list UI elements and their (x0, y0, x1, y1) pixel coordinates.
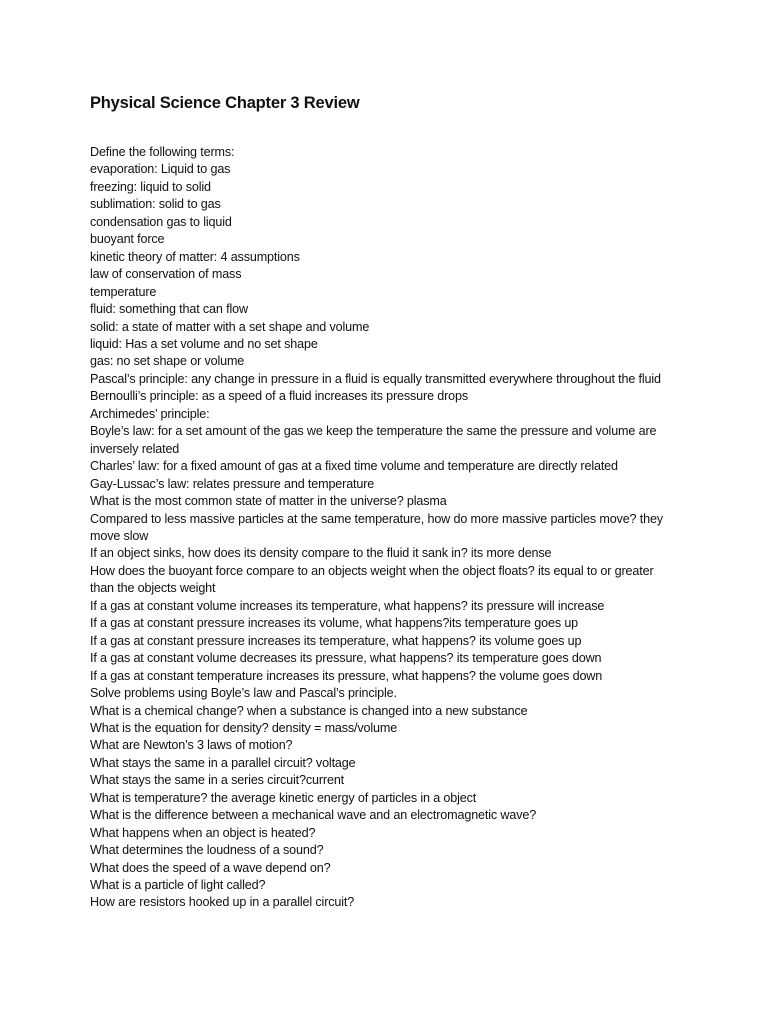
review-line: Charles’ law: for a fixed amount of gas at a fixed time volume and temperature are directly related (90, 459, 618, 474)
review-line: condensation gas to liquid (90, 214, 232, 229)
review-line: How are resistors hooked up in a parallel circuit? (90, 895, 355, 910)
review-line: What is a particle of light called? (90, 878, 266, 893)
review-line: sublimation: solid to gas (90, 197, 221, 212)
review-line: What determines the loudness of a sound? (90, 843, 324, 858)
review-line: liquid: Has a set volume and no set shape (90, 336, 318, 351)
review-line: If a gas at constant pressure increases its volume, what happens?its temperature goes up (90, 616, 579, 631)
review-line: If a gas at constant temperature increases its pressure, what happens? the volume goes down (90, 668, 603, 683)
review-line: How does the buoyant force compare to an objects weight when the object floats? its equal to or greater than the objects weight (90, 563, 654, 596)
review-line: gas: no set shape or volume (90, 354, 245, 369)
review-line: What happens when an object is heated? (90, 825, 316, 840)
review-lines (90, 144, 680, 912)
review-line: Pascal’s principle: any change in pressure in a fluid is equally transmitted everywhere throughout the fluid (90, 371, 661, 386)
review-line: What stays the same in a series circuit?current (90, 773, 345, 788)
review-line: Bernoulli’s principle: as a speed of a fluid increases its pressure drops (90, 389, 469, 404)
review-line: What stays the same in a parallel circuit? voltage (90, 755, 356, 770)
review-line: Archimedes’ principle: (90, 406, 210, 421)
review-line: Gay-Lussac’s law: relates pressure and temperature (90, 476, 375, 491)
review-line: evaporation: Liquid to gas (90, 162, 231, 177)
review-line: If an object sinks, how does its density compare to the fluid it sank in? its more dense (90, 546, 552, 561)
review-line: Define the following terms: (90, 145, 235, 159)
review-line: Compared to less massive particles at the same temperature, how do more massive particles move? they move slow (90, 511, 663, 543)
review-line: If a gas at constant volume increases its temperature, what happens? its pressure will increase (90, 598, 605, 613)
review-line: solid: a state of matter with a set shape and volume (90, 319, 370, 334)
review-line: law of conservation of mass (90, 267, 242, 282)
review-line: Boyle’s law: for a set amount of the gas we keep the temperature the same the pressure and volume are inversely related (90, 424, 657, 456)
review-line: fluid: something that can flow (90, 302, 248, 317)
review-line: If a gas at constant pressure increases its temperature, what happens? its volume goes up (90, 633, 582, 648)
review-line: What does the speed of a wave depend on? (90, 860, 331, 875)
review-line: temperature (90, 284, 157, 299)
document-title: Physical Science Chapter 3 Review (90, 94, 360, 112)
review-line: What is the most common state of matter in the universe? plasma (90, 494, 447, 509)
review-line: What are Newton’s 3 laws of motion? (90, 738, 293, 753)
review-line: Solve problems using Boyle’s law and Pascal’s principle. (90, 686, 397, 701)
review-line: What is temperature? the average kinetic energy of particles in a object (90, 790, 477, 805)
review-line: freezing: liquid to solid (90, 179, 211, 194)
review-line: If a gas at constant volume decreases its pressure, what happens? its temperature goes down (90, 651, 602, 666)
review-line: What is the equation for density? density = mass/volume (90, 720, 398, 735)
review-line: kinetic theory of matter: 4 assumptions (90, 249, 300, 264)
review-line: What is the difference between a mechanical wave and an electromagnetic wave? (90, 808, 537, 823)
review-line: buoyant force (90, 232, 165, 247)
review-line: What is a chemical change? when a substance is changed into a new substance (90, 703, 528, 718)
